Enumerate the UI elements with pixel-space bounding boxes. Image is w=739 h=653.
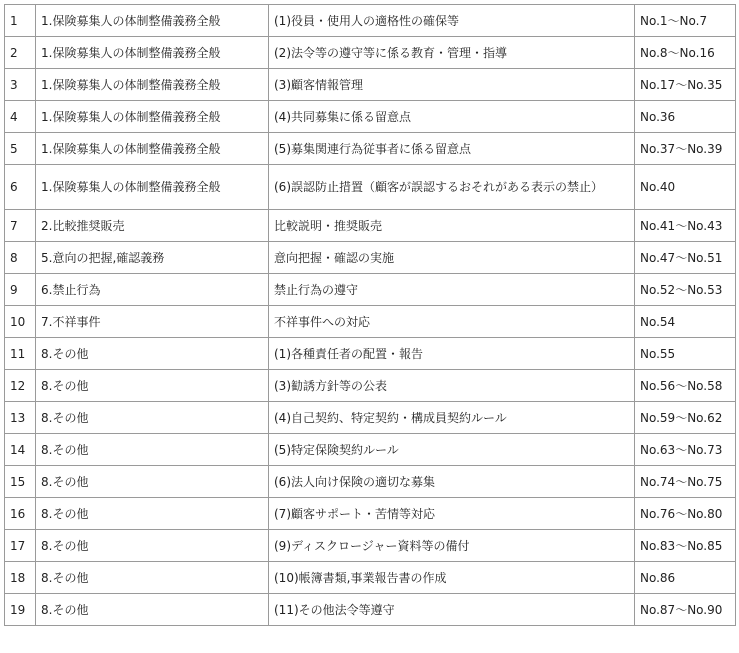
item-cell: (4)共同募集に係る留意点 xyxy=(269,101,635,133)
table-row xyxy=(5,402,736,434)
reference-cell: No.74〜No.75 xyxy=(635,466,736,498)
row-number-cell: 14 xyxy=(5,434,36,466)
table-row xyxy=(5,466,736,498)
table-row xyxy=(5,210,736,242)
reference-cell: No.59〜No.62 xyxy=(635,402,736,434)
table-row xyxy=(5,370,736,402)
row-number-cell: 10 xyxy=(5,306,36,338)
row-number-cell: 11 xyxy=(5,338,36,370)
table-row xyxy=(5,5,736,37)
reference-cell: No.41〜No.43 xyxy=(635,210,736,242)
item-cell: (2)法令等の遵守等に係る教育・管理・指導 xyxy=(269,37,635,69)
row-number-cell: 5 xyxy=(5,133,36,165)
category-cell: 8.その他 xyxy=(36,530,269,562)
reference-cell: No.8〜No.16 xyxy=(635,37,736,69)
reference-cell: No.37〜No.39 xyxy=(635,133,736,165)
category-cell: 1.保険募集人の体制整備義務全般 xyxy=(36,5,269,37)
table-row xyxy=(5,69,736,101)
reference-cell: No.63〜No.73 xyxy=(635,434,736,466)
table-row xyxy=(5,562,736,594)
table-body xyxy=(5,5,736,626)
table-row xyxy=(5,242,736,274)
item-cell: (3)勧誘方針等の公表 xyxy=(269,370,635,402)
checklist-table-container xyxy=(4,4,736,626)
reference-cell: No.1〜No.7 xyxy=(635,5,736,37)
row-number-cell: 3 xyxy=(5,69,36,101)
category-cell: 2.比較推奨販売 xyxy=(36,210,269,242)
item-cell: (4)自己契約、特定契約・構成員契約ルール xyxy=(269,402,635,434)
table-row xyxy=(5,37,736,69)
category-cell: 8.その他 xyxy=(36,466,269,498)
row-number-cell: 8 xyxy=(5,242,36,274)
row-number-cell: 17 xyxy=(5,530,36,562)
reference-cell: No.76〜No.80 xyxy=(635,498,736,530)
row-number-cell: 6 xyxy=(5,165,36,210)
row-number-cell: 13 xyxy=(5,402,36,434)
reference-cell: No.55 xyxy=(635,338,736,370)
item-cell: (5)特定保険契約ルール xyxy=(269,434,635,466)
row-number-cell: 15 xyxy=(5,466,36,498)
table-row xyxy=(5,133,736,165)
item-cell: (5)募集関連行為従事者に係る留意点 xyxy=(269,133,635,165)
item-cell: (10)帳簿書類,事業報告書の作成 xyxy=(269,562,635,594)
category-cell: 1.保険募集人の体制整備義務全般 xyxy=(36,37,269,69)
category-cell: 8.その他 xyxy=(36,498,269,530)
reference-cell: No.36 xyxy=(635,101,736,133)
item-cell: 意向把握・確認の実施 xyxy=(269,242,635,274)
table-row xyxy=(5,338,736,370)
category-cell: 8.その他 xyxy=(36,402,269,434)
row-number-cell: 2 xyxy=(5,37,36,69)
item-cell: 比較説明・推奨販売 xyxy=(269,210,635,242)
category-cell: 1.保険募集人の体制整備義務全般 xyxy=(36,165,269,210)
category-cell: 7.不祥事件 xyxy=(36,306,269,338)
category-cell: 8.その他 xyxy=(36,562,269,594)
category-cell: 1.保険募集人の体制整備義務全般 xyxy=(36,133,269,165)
reference-cell: No.87〜No.90 xyxy=(635,594,736,626)
row-number-cell: 9 xyxy=(5,274,36,306)
row-number-cell: 12 xyxy=(5,370,36,402)
row-number-cell: 19 xyxy=(5,594,36,626)
category-cell: 8.その他 xyxy=(36,370,269,402)
item-cell: (6)法人向け保険の適切な募集 xyxy=(269,466,635,498)
category-cell: 5.意向の把握,確認義務 xyxy=(36,242,269,274)
reference-cell: No.17〜No.35 xyxy=(635,69,736,101)
table-row xyxy=(5,530,736,562)
category-cell: 8.その他 xyxy=(36,594,269,626)
reference-cell: No.52〜No.53 xyxy=(635,274,736,306)
item-cell: (1)役員・使用人の適格性の確保等 xyxy=(269,5,635,37)
checklist-table xyxy=(4,4,736,626)
reference-cell: No.83〜No.85 xyxy=(635,530,736,562)
table-row xyxy=(5,434,736,466)
row-number-cell: 4 xyxy=(5,101,36,133)
category-cell: 8.その他 xyxy=(36,338,269,370)
category-cell: 1.保険募集人の体制整備義務全般 xyxy=(36,101,269,133)
table-row xyxy=(5,165,736,210)
table-row xyxy=(5,594,736,626)
category-cell: 6.禁止行為 xyxy=(36,274,269,306)
reference-cell: No.54 xyxy=(635,306,736,338)
item-cell: 不祥事件への対応 xyxy=(269,306,635,338)
reference-cell: No.40 xyxy=(635,165,736,210)
item-cell: (7)顧客サポート・苦情等対応 xyxy=(269,498,635,530)
item-cell: (3)顧客情報管理 xyxy=(269,69,635,101)
row-number-cell: 18 xyxy=(5,562,36,594)
reference-cell: No.47〜No.51 xyxy=(635,242,736,274)
row-number-cell: 16 xyxy=(5,498,36,530)
item-cell: (6)誤認防止措置（顧客が誤認するおそれがある表示の禁止） xyxy=(269,165,635,210)
item-cell: (1)各種責任者の配置・報告 xyxy=(269,338,635,370)
category-cell: 1.保険募集人の体制整備義務全般 xyxy=(36,69,269,101)
row-number-cell: 7 xyxy=(5,210,36,242)
table-row xyxy=(5,274,736,306)
row-number-cell: 1 xyxy=(5,5,36,37)
item-cell: 禁止行為の遵守 xyxy=(269,274,635,306)
table-row xyxy=(5,101,736,133)
category-cell: 8.その他 xyxy=(36,434,269,466)
item-cell: (11)その他法令等遵守 xyxy=(269,594,635,626)
reference-cell: No.56〜No.58 xyxy=(635,370,736,402)
table-row xyxy=(5,306,736,338)
reference-cell: No.86 xyxy=(635,562,736,594)
item-cell: (9)ディスクロージャー資料等の備付 xyxy=(269,530,635,562)
table-row xyxy=(5,498,736,530)
